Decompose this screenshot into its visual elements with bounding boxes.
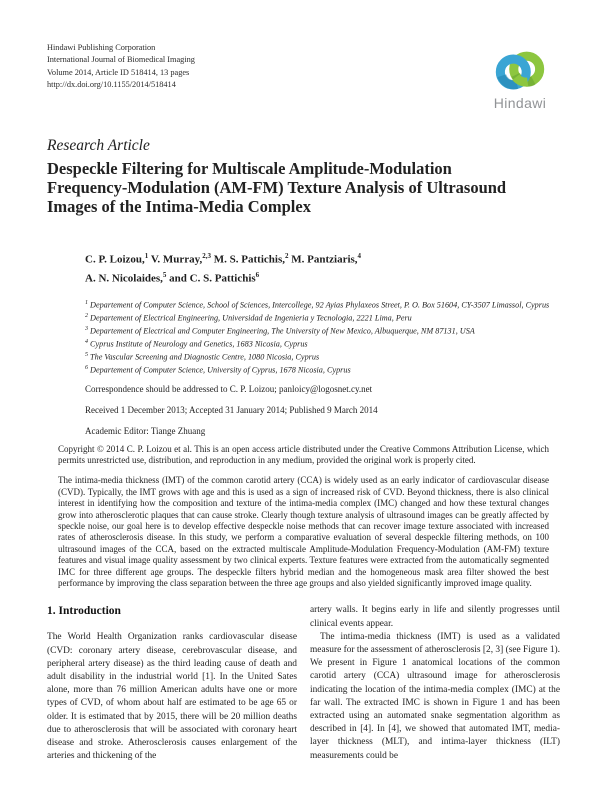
author-name: and C. S. Pattichis [166, 272, 256, 285]
affiliation-text: Departement of Electrical Engineering, Universidad de Ingenieria y Tecnologia, 2221 Lima, Peru [90, 313, 412, 323]
article-title-line: Frequency-Modulation (AM-FM) Texture Analysis of Ultrasound [47, 177, 507, 197]
author-affiliation-ref: 2 [285, 251, 289, 260]
body-column-left [47, 604, 297, 763]
intro-paragraph: The intima-media thickness (IMT) is used as a validated measure for the assessment of atherosclerosis [2, 3] (see Figure 1). We present in Figure 1 anatomical locations of the common carotid artery (CCA) ultrasound image for atherosclerosis indicating the location of the intima-media complex (IMC) at the far wall. The extracted IMC is shown in Figure 1 and has been extracted using an automated snake segmentation algorithm as described in [4]. In [4], we showed that automated IMT, media-layer thickness (MLT), and intima-layer thickness (ILT) measurements could be [310, 631, 560, 761]
affiliation-text: Cyprus Institute of Neurology and Genetics, 1683 Nicosia, Cyprus [90, 339, 308, 349]
author-affiliation-ref: 5 [162, 270, 167, 279]
academic-editor-line: Academic Editor: Tiange Zhuang [85, 425, 206, 436]
author-affiliation-ref: 4 [357, 251, 362, 260]
dates-line: Received 1 December 2013; Accepted 31 January 2014; Published 9 March 2014 [85, 404, 378, 415]
hindawi-logo-text: Hindawi [493, 95, 547, 111]
correspondence-email-link[interactable]: panloicy@logosnet.cy.net [278, 383, 373, 394]
article-title-line: Despeckle Filtering for Multiscale Amplitude-Modulation [47, 158, 452, 178]
correspondence-line [85, 384, 560, 395]
affiliation-text: Departement of Electrical and Computer Engineering, The University of New Mexico, Albuquerque, NM 87131, USA [90, 326, 475, 336]
author-byline [85, 249, 560, 287]
author-name: M. Pantziaris, [288, 253, 358, 266]
author-name: V. Murray, [148, 253, 203, 266]
affiliation-item [85, 324, 560, 337]
affiliation-item [85, 363, 560, 376]
author-affiliation-ref: 6 [255, 270, 260, 279]
affiliation-item [85, 350, 560, 363]
affiliation-number: 1 [85, 299, 88, 306]
copyright-notice: Copyright © 2014 C. P. Loizou et al. This is an open access article distributed under the Creative Commons Attribution License, which permits unrestricted use, distribution, and reproduction in any medium, provided the original work is properly cited. [58, 443, 549, 465]
author-name: M. S. Pattichis, [211, 253, 285, 266]
affiliation-number: 4 [85, 338, 88, 345]
affiliation-text: Departement of Computer Science, University of Cyprus, 1678 Nicosia, Cyprus [90, 365, 351, 375]
volume-line: Volume 2014, Article ID 518414, 13 pages [47, 67, 190, 77]
doi-link[interactable]: http://dx.doi.org/10.1155/2014/518414 [47, 80, 176, 90]
abstract-text: The intima-media thickness (IMT) of the common carotid artery (CCA) is widely used as an early indicator of cardiovascular disease (CVD). Typically, the IMT grows with age and this is used as a sign of increased risk of CVD. Beyond thickness, there is also clinical interest in identifying how the composition and texture of the intima-media complex (IMC) changed and how these textural changes grow into atherosclerotic plaques that can cause stroke. Clearly though texture analysis of ultrasound images can be greatly affected by speckle noise, our goal here is to develop effective despeckle noise methods that can recover image texture associated with increased rates of atherosclerosis disease. In this study, we perform a comparative evaluation of several despeckle filtering methods, on 100 ultrasound images of the CCA, based on the extracted multiscale Amplitude-Modulation Frequency-Modulation (AM-FM) texture features and visual image quality assessment by two clinical experts. Texture features were extracted from the automatically segmented IMC for three different age groups. The despeckle filters hybrid median and the homogeneous mask area filter showed the best performance by improving the class separation between the three age groups and also yielded significantly improved image quality. [58, 475, 549, 589]
author-affiliation-ref: 1 [144, 251, 149, 260]
intro-paragraph: The World Health Organization ranks cardiovascular disease (CVD: coronary artery disease, cerebrovascular disease, and peripheral artery disease) as the third leading cause of death and adult disability in the industrial world [1]. In the United Sates alone, more than 76 million American adults have one or more types of CVD, of whom about half are estimated to be age 65 or older. It is estimated that by 2015, there will be 20 million deaths due to atherosclerosis that will be associated with coronary heart disease and stroke. Atherosclerosis causes enlargement of the arteries and thickening of the [47, 632, 297, 762]
author-name: A. N. Nicolaides, [85, 272, 163, 285]
publisher-name: Hindawi Publishing Corporation [47, 43, 156, 52]
hindawi-logo [482, 48, 558, 111]
body-column-right [310, 604, 560, 763]
affiliation-number: 2 [85, 312, 88, 319]
affiliation-item [85, 337, 560, 350]
affiliation-number: 5 [85, 351, 88, 358]
article-type-label: Research Article [47, 136, 150, 154]
article-title-line: Images of the Intima-Media Complex [47, 196, 311, 216]
affiliation-text: Departement of Computer Science, School of Sciences, Intercollege, 92 Ayias Phylaxeos Street, P. O. Box 51604, CY-3507 Limassol, Cyprus [90, 300, 550, 310]
intro-paragraph-continued: artery walls. It begins early in life and silently progresses until clinical events appear. [310, 605, 560, 629]
affiliation-text: The Vascular Screening and Diagnostic Centre, 1080 Nicosia, Cyprus [90, 352, 320, 362]
body-columns [47, 604, 560, 763]
affiliation-item [85, 311, 560, 324]
author-line-1 [85, 249, 560, 268]
affiliation-number: 3 [85, 325, 88, 332]
correspondence-text: Correspondence should be addressed to C. P. Loizou; [85, 383, 279, 394]
hindawi-logo-icon [488, 48, 552, 94]
article-title [47, 159, 560, 216]
author-affiliation-ref: 2,3 [202, 251, 212, 260]
affiliation-list [85, 298, 560, 376]
affiliation-number: 6 [85, 364, 88, 371]
section-heading-introduction: 1. Introduction [47, 605, 121, 618]
author-line-2 [85, 268, 560, 287]
affiliation-item [85, 298, 560, 311]
journal-name: International Journal of Biomedical Imaging [47, 55, 195, 65]
author-name: C. P. Loizou, [85, 253, 145, 266]
